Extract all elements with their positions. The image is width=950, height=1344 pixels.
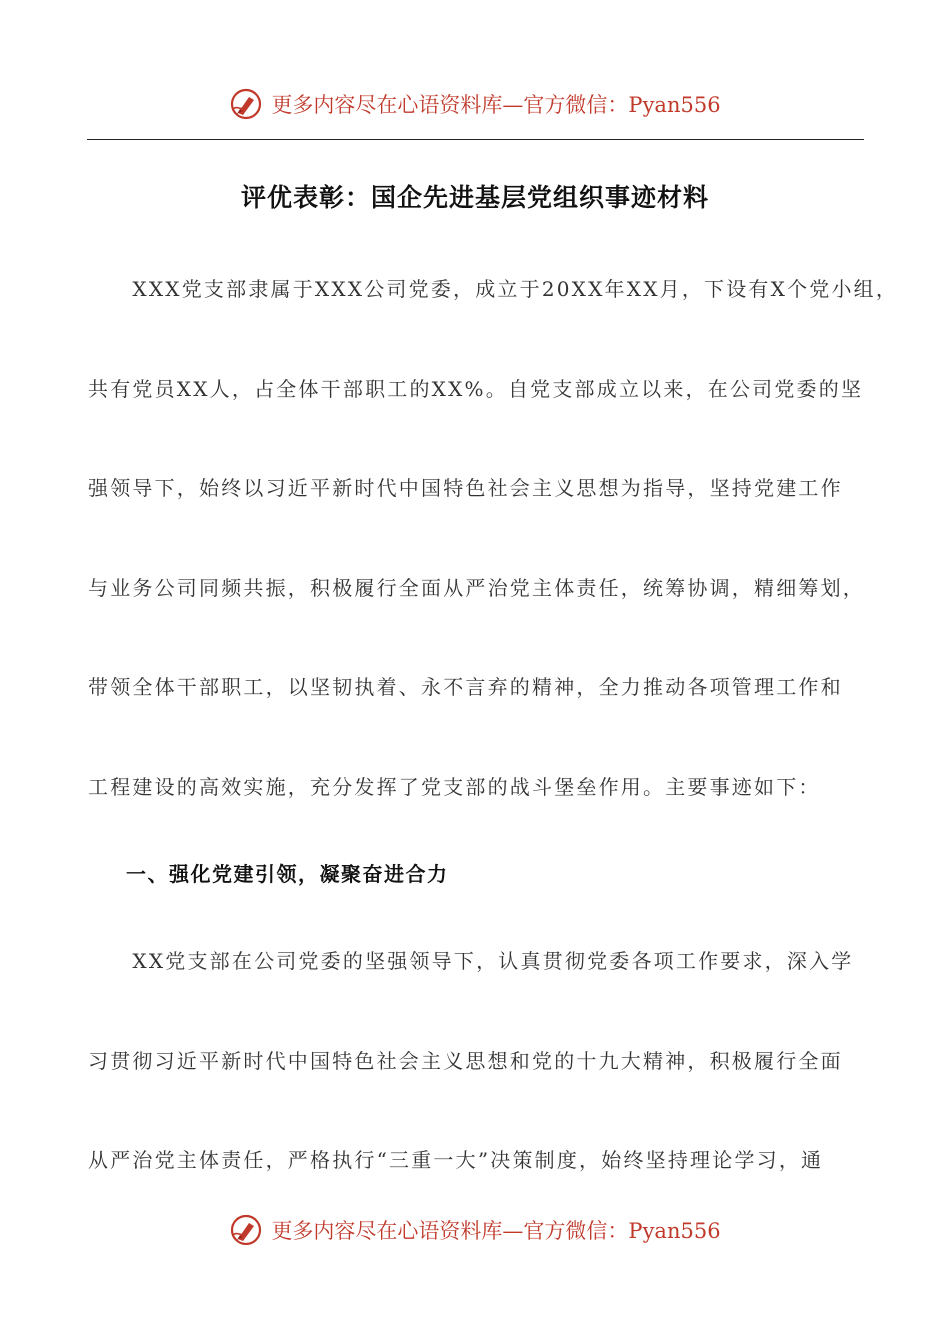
paragraph-line: XX党支部在公司党委的坚强领导下，认真贯彻党委各项工作要求，深入学 bbox=[88, 949, 854, 973]
paragraph-line: 带领全体干部职工，以坚韧执着、永不言弃的精神，全力推动各项管理工作和 bbox=[88, 675, 843, 699]
header-divider bbox=[87, 139, 864, 140]
paragraph-line: 习贯彻习近平新时代中国特色社会主义思想和党的十九大精神，积极履行全面 bbox=[88, 1049, 843, 1073]
paragraph-line: 共有党员XX人，占全体干部职工的XX%。自党支部成立以来，在公司党委的坚 bbox=[88, 377, 864, 401]
paragraph-line: 强领导下，始终以习近平新时代中国特色社会主义思想为指导，坚持党建工作 bbox=[88, 476, 843, 500]
section-heading: 一、强化党建引领，凝聚奋进合力 bbox=[126, 862, 449, 886]
header-banner bbox=[0, 84, 950, 124]
header-banner-text: 更多内容尽在心语资料库—官方微信：Pyan556 bbox=[271, 93, 721, 117]
paragraph-line: 工程建设的高效实施，充分发挥了党支部的战斗堡垒作用。主要事迹如下： bbox=[88, 775, 821, 799]
paragraph-line: 从严治党主体责任，严格执行“三重一大”决策制度，始终坚持理论学习，通 bbox=[88, 1148, 824, 1172]
pen-nib-circle-icon bbox=[229, 87, 263, 121]
paragraph-line: 与业务公司同频共振，积极履行全面从严治党主体责任，统筹协调，精细筹划， bbox=[88, 576, 865, 600]
paragraph-line: XXX党支部隶属于XXX公司党委，成立于20XX年XX月，下设有X个党小组， bbox=[88, 277, 899, 301]
footer-banner bbox=[0, 1210, 950, 1250]
pen-nib-circle-icon bbox=[229, 1213, 263, 1247]
document-title: 评优表彰：国企先进基层党组织事迹材料 bbox=[240, 183, 709, 212]
footer-banner-text: 更多内容尽在心语资料库—官方微信：Pyan556 bbox=[271, 1219, 721, 1243]
